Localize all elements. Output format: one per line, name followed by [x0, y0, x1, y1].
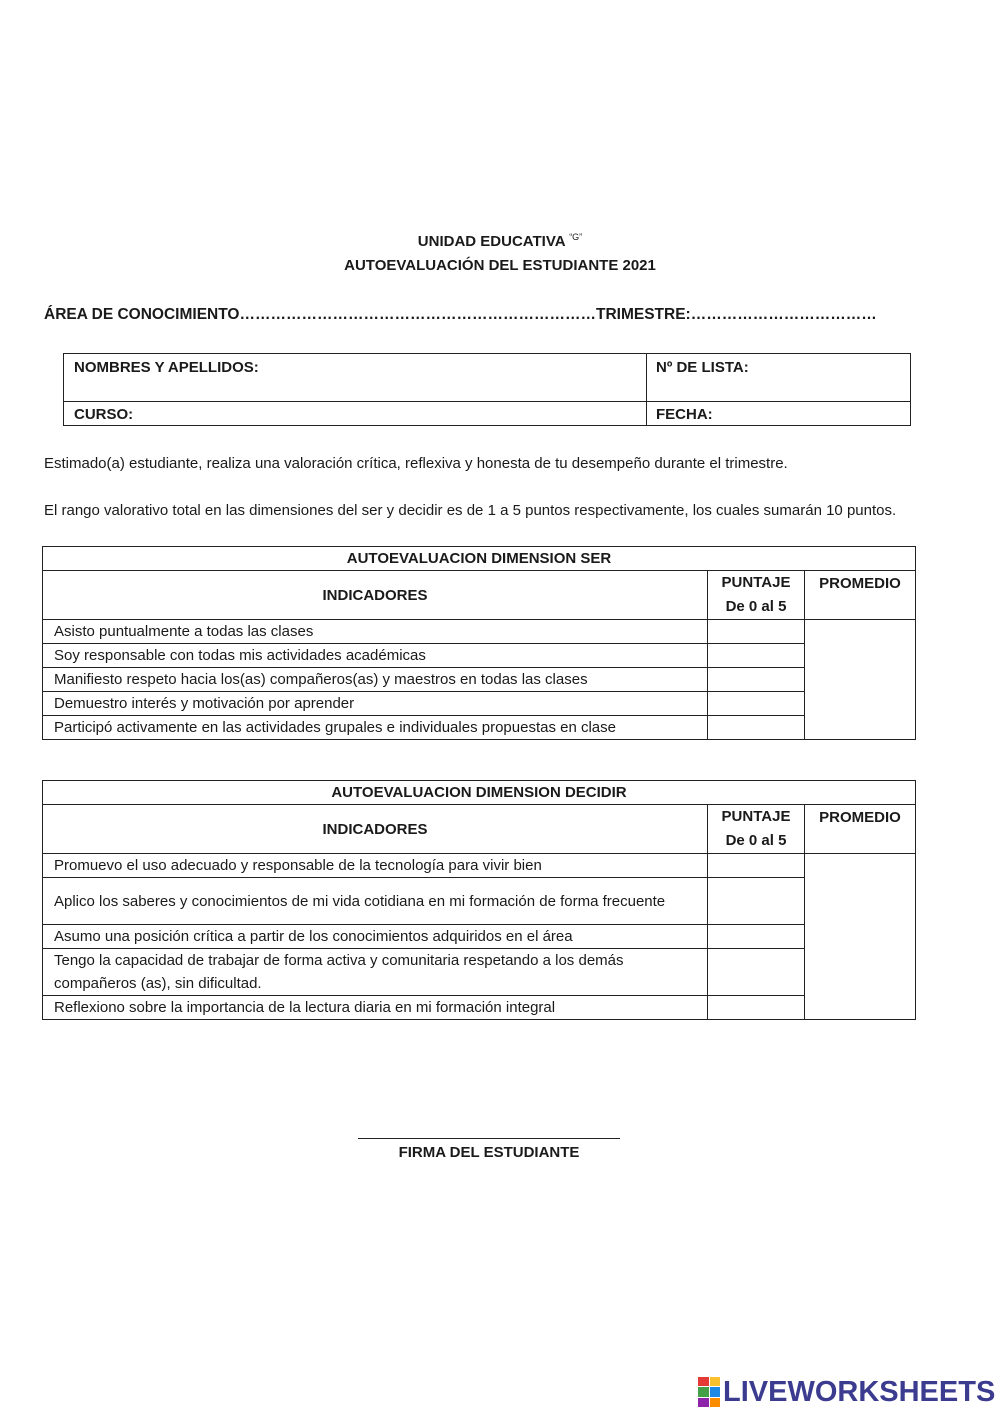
score-cell[interactable] [708, 996, 805, 1020]
table-row [43, 949, 916, 996]
instruction-paragraph-2: El rango valorativo total en las dimensiones del ser y decidir es de 1 a 5 puntos respectivamente, los cuales sumarán 10 puntos. [44, 502, 897, 519]
signature-label: FIRMA DEL ESTUDIANTE [398, 1144, 580, 1161]
table-ser-header-indicadores: INDICADORES [43, 571, 708, 620]
liveworksheets-wordmark: LIVEWORKSHEETS [723, 1375, 996, 1408]
score-cell[interactable] [708, 668, 805, 692]
indicator-text: Manifiesto respeto hacia los(as) compañeros(as) y maestros en todas las clases [43, 668, 708, 692]
date-label: FECHA: [656, 406, 713, 423]
table-row [43, 878, 916, 925]
table-row [43, 668, 916, 692]
table-decidir-title: AUTOEVALUACION DIMENSION DECIDIR [43, 781, 916, 805]
indicator-text: Aplico los saberes y conocimientos de mi vida cotidiana en mi formación de forma frecuente [43, 878, 708, 925]
table-decidir-header-promedio: PROMEDIO [805, 805, 916, 854]
table-row [43, 692, 916, 716]
table-row [43, 620, 916, 644]
logo-square-3 [698, 1387, 709, 1396]
table-decidir-header-indicadores: INDICADORES [43, 805, 708, 854]
indicator-text: Reflexiono sobre la importancia de la lectura diaria en mi formación integral [43, 996, 708, 1020]
table-dimension-decidir [42, 780, 916, 1020]
average-cell[interactable] [805, 620, 916, 740]
logo-square-5 [698, 1398, 709, 1407]
school-name [0, 232, 1000, 250]
instruction-paragraph-1: Estimado(a) estudiante, realiza una valoración crítica, reflexiva y honesta de tu desempeño durante el trimestre. [44, 455, 788, 472]
score-cell[interactable] [708, 878, 805, 925]
score-cell[interactable] [708, 716, 805, 740]
table-ser-header-puntaje [708, 571, 805, 620]
puntaje-label: PUNTAJE [721, 808, 791, 825]
average-cell[interactable] [805, 854, 916, 1020]
document-title: AUTOEVALUACIÓN DEL ESTUDIANTE 2021 [344, 257, 656, 274]
info-divider-horizontal [64, 401, 910, 402]
indicator-text: Promuevo el uso adecuado y responsable de la tecnología para vivir bien [43, 854, 708, 878]
school-name-text: UNIDAD EDUCATIVA [417, 233, 566, 250]
table-ser-header-promedio: PROMEDIO [805, 571, 916, 620]
score-cell[interactable] [708, 644, 805, 668]
score-cell[interactable] [708, 949, 805, 996]
score-cell[interactable] [708, 854, 805, 878]
student-info-box [63, 353, 911, 426]
table-dimension-ser [42, 546, 916, 740]
area-trimestre-line: ÁREA DE CONOCIMIENTO……………………………………………………………TRIMESTRE:……………………………… [44, 306, 877, 323]
school-mark: “G” [569, 232, 583, 242]
table-row [43, 996, 916, 1020]
table-ser-title: AUTOEVALUACION DIMENSION SER [43, 547, 916, 571]
table-row [43, 716, 916, 740]
indicator-text: Soy responsable con todas mis actividades académicas [43, 644, 708, 668]
score-cell[interactable] [708, 925, 805, 949]
list-number-label: Nº DE LISTA: [656, 359, 749, 376]
liveworksheets-logo-icon [698, 1377, 720, 1407]
logo-square-6 [710, 1398, 721, 1407]
puntaje-label: PUNTAJE [721, 574, 791, 591]
signature-line[interactable] [358, 1138, 620, 1139]
logo-square-2 [710, 1377, 721, 1386]
indicator-text: Participó activamente en las actividades grupales e individuales propuestas en clase [43, 716, 708, 740]
score-cell[interactable] [708, 620, 805, 644]
table-decidir-header-puntaje [708, 805, 805, 854]
table-row [43, 925, 916, 949]
puntaje-range: De 0 al 5 [725, 598, 787, 615]
puntaje-range: De 0 al 5 [725, 832, 787, 849]
indicator-text: Asumo una posición crítica a partir de los conocimientos adquiridos en el área [43, 925, 708, 949]
indicator-text: Demuestro interés y motivación por aprender [43, 692, 708, 716]
indicator-text: Asisto puntualmente a todas las clases [43, 620, 708, 644]
logo-square-4 [710, 1387, 721, 1396]
score-cell[interactable] [708, 692, 805, 716]
table-row [43, 644, 916, 668]
names-label: NOMBRES Y APELLIDOS: [74, 359, 259, 376]
course-label: CURSO: [74, 406, 134, 423]
info-divider-vertical [646, 354, 647, 425]
liveworksheets-brand [698, 1376, 995, 1408]
logo-square-1 [698, 1377, 709, 1386]
indicator-text: Tengo la capacidad de trabajar de forma activa y comunitaria respetando a los demás compañeros (as), sin dificultad. [43, 949, 708, 996]
table-row [43, 854, 916, 878]
